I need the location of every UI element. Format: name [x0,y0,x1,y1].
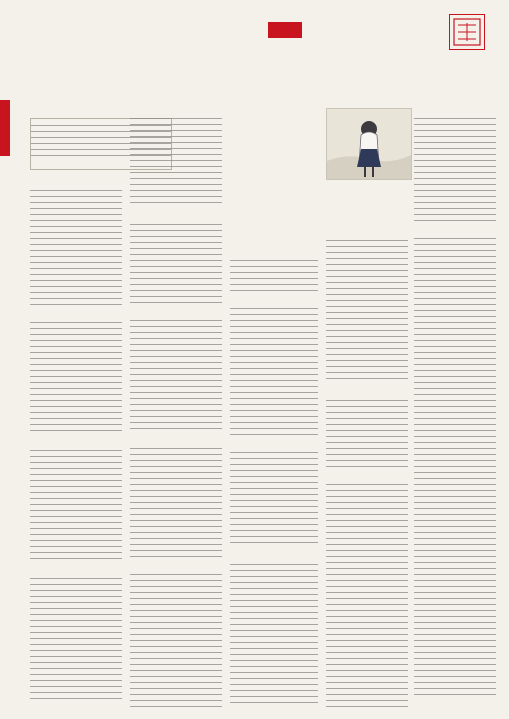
left-red-strip [0,100,10,156]
page-number [22,26,38,42]
column-2-heading-1 [130,214,180,221]
page-header [20,14,496,58]
column-3-marker-1 [230,250,318,258]
column-1-heading-4 [30,568,80,575]
seal-icon [449,14,485,50]
column-3 [230,250,318,708]
column-4-text-2 [326,400,408,468]
column-2-heading-3 [130,438,180,445]
paper-url [60,38,90,46]
section-tag [268,22,302,38]
column-2-text-2 [130,224,222,304]
column-2-heading-2 [130,310,180,317]
section-mark [232,20,256,44]
column-3-text-1 [230,260,318,292]
column-4-heading-1 [326,390,376,397]
illustration-schoolgirl [326,108,412,180]
column-1 [30,180,122,700]
article-title [90,60,390,88]
column-2-text-3 [130,320,222,432]
column-2-text-5 [130,574,222,708]
article-genre [392,74,416,84]
column-1-heading-1 [30,180,80,187]
column-1-heading-3 [30,440,80,447]
column-3-heading-2 [230,442,280,449]
column-5-marker-1 [414,228,496,236]
column-4-text-3 [326,484,408,708]
column-2-text-4 [130,448,222,558]
column-4-marker-2 [326,474,408,482]
column-1-text-4 [30,578,122,700]
column-1-text-1 [30,190,122,306]
column-4-marker-1 [326,230,408,238]
column-3-text-3 [230,452,318,548]
column-5-text-2 [414,238,496,698]
paper-name [48,22,88,34]
column-2-text-1 [130,118,222,208]
column-4 [326,182,408,708]
column-1-heading-2 [30,312,80,319]
column-3-heading-1 [230,298,280,305]
column-1-text-2 [30,322,122,434]
column-4-text-1 [326,240,408,384]
editor-credit [451,696,491,703]
column-2-heading-4 [130,564,180,571]
column-3-text-4 [230,564,318,708]
column-1-text-3 [30,450,122,562]
column-5 [414,118,496,708]
column-5-text-1 [414,118,496,222]
column-2 [130,118,222,708]
column-3-text-2 [230,308,318,436]
column-3-marker-2 [230,554,318,562]
